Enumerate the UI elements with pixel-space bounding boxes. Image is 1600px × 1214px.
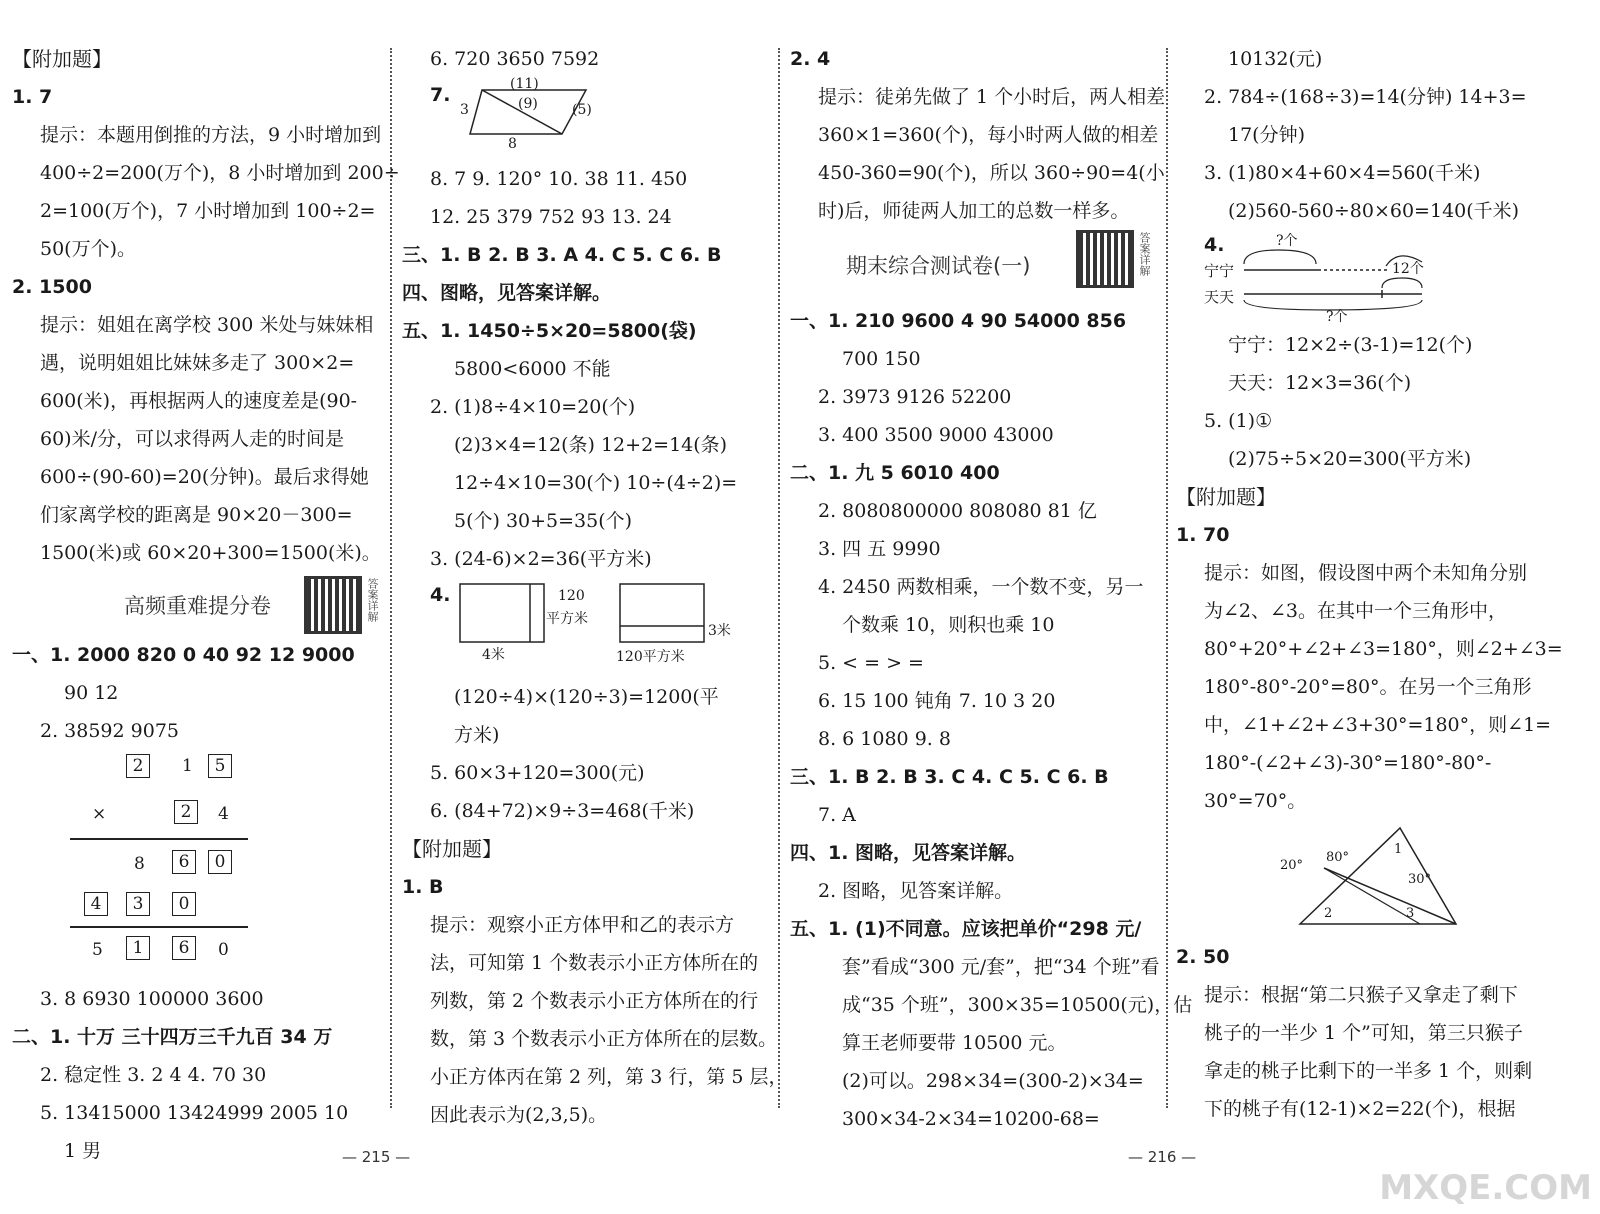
angle-label: 80° (1326, 850, 1350, 865)
hint-line: 列数，第 2 个数表示小正方体所在的行 (430, 990, 759, 1012)
answer-line: 个数乘 10，则积也乘 10 (842, 614, 1055, 636)
hint-line: 450-360=90(个)，所以 360÷90=4(小 (818, 162, 1165, 184)
hint-line: 数，第 3 个数表示小正方体所在的层数。 (430, 1028, 778, 1050)
digit: 1 (182, 756, 193, 776)
hint-line: 提示：根据“第二只猴子又拿走了剩下 (1204, 984, 1518, 1006)
answer-line: 2. 50 (1176, 946, 1230, 968)
digit-box: 0 (208, 850, 232, 874)
trapezoid-figure (402, 78, 774, 160)
answer-line: 5(个) 30+5=35(个) (454, 510, 633, 532)
hint-line: 下的桃子有(12-1)×2=22(个)，根据 (1204, 1098, 1516, 1120)
trapezoid-icon (466, 78, 616, 158)
qr-code-icon (304, 576, 362, 634)
answer-line: 宁宁：12×2÷(3-1)=12(个) (1228, 334, 1473, 356)
answer-line: 7. A (818, 804, 856, 826)
triangles-icon (1290, 824, 1470, 934)
angle-label: 20° (1280, 858, 1304, 873)
segment-lines-icon (1238, 230, 1458, 326)
answer-line: 二、1. 十万 三十四万三千九百 34 万 (12, 1026, 333, 1048)
answer-line: 2. 3973 9126 52200 (818, 386, 1012, 408)
rect-label: 120 (558, 588, 585, 604)
answer-line: (2)75÷5×20=300(平方米) (1228, 448, 1472, 470)
answer-line: 12. 25 379 752 93 13. 24 (430, 206, 672, 228)
answer-line: 2. 4 (790, 48, 831, 70)
hint-line: 遇，说明姐姐比妹妹多走了 300×2= (40, 352, 355, 374)
answer-line: 1. 7 (12, 86, 53, 108)
answer-line: 2. 稳定性 3. 2 4 4. 70 30 (40, 1064, 267, 1086)
hint-line: 1500(米)或 60×20+300=1500(米)。 (40, 542, 381, 564)
answer-line: (2)3×4=12(条) 12+2=14(条) (454, 434, 728, 456)
rectangle-figure (402, 578, 774, 678)
trap-label: (5) (572, 102, 592, 118)
answer-line: 6. 15 100 钝角 7. 10 3 20 (818, 690, 1056, 712)
answer-line: 6. 720 3650 7592 (430, 48, 600, 70)
section-title-row (12, 572, 384, 636)
hint-line: 60)米/分，可以求得两人走的时间是 (40, 428, 344, 450)
answer-line: 四、图略，见答案详解。 (402, 282, 612, 304)
hint-line: 30°=70°。 (1204, 790, 1307, 812)
answer-line: 成“35 个班”，300×35=10500(元)，估 (842, 994, 1193, 1016)
answer-line: 3. 400 3500 9000 43000 (818, 424, 1054, 446)
answer-line: 90 12 (64, 682, 119, 704)
hint-line: 为∠2、∠3。在其中一个三角形中， (1204, 600, 1508, 622)
hint-line: 提示：徒弟先做了 1 个小时后，两人相差 (818, 86, 1166, 108)
digit-box: 2 (174, 800, 198, 824)
hint-line: 因此表示为(2,3,5)。 (430, 1104, 608, 1126)
answer-line: 3. (1)80×4+60×4=560(千米) (1204, 162, 1481, 184)
digit-box: 0 (172, 892, 196, 916)
multiplication-figure (12, 750, 384, 980)
hint-line: 600(米)，再根据两人的速度差是(90- (40, 390, 358, 412)
rect-label: 3米 (708, 623, 731, 639)
digit: 0 (218, 940, 229, 960)
answer-line: 五、1. 1450÷5×20=5800(袋) (402, 320, 697, 342)
answer-line: 五、1. (1)不同意。应该把单价“298 元/ (790, 918, 1142, 940)
rect-label: 120平方米 (616, 649, 685, 665)
angle-label: 1 (1394, 842, 1403, 857)
answer-line: 四、1. 图略，见答案详解。 (790, 842, 1027, 864)
hint-line: 180°-(∠2+∠3)-30°=180°-80°- (1204, 752, 1492, 774)
answer-line: 12÷4×10=30(个) 10÷(4÷2)= (454, 472, 738, 494)
hint-line: 提示：姐姐在离学校 300 米处与妹妹相 (40, 314, 374, 336)
hint-line: 提示：如图，假设图中两个未知角分别 (1204, 562, 1528, 584)
answer-line: 2. 1500 (12, 276, 92, 298)
column-1 (12, 40, 400, 1170)
answer-line: 3. 8 6930 100000 3600 (40, 988, 264, 1010)
digit: 8 (134, 854, 145, 874)
answer-line: 2. (1)8÷4×10=20(个) (430, 396, 636, 418)
answer-line: 6. (84+72)×9÷3=468(千米) (430, 800, 695, 822)
answer-line: 5. 13415000 13424999 2005 10 (40, 1102, 349, 1124)
digit-box: 6 (172, 936, 196, 960)
question-number: 4. (430, 584, 451, 606)
hint-line: 80°+20°+∠2+∠3=180°，则∠2+∠3= (1204, 638, 1563, 660)
column-separator (778, 48, 780, 1108)
answer-line: 套”看成“300 元/套”，把“34 个班”看 (842, 956, 1160, 978)
answer-line: 5. 60×3+120=300(元) (430, 762, 645, 784)
answer-line: 1 男 (64, 1140, 102, 1162)
hint-line: 180°-80°-20°=80°。在另一个三角形 (1204, 676, 1532, 698)
digit-box: 4 (84, 892, 108, 916)
answer-line: 二、1. 九 5 6010 400 (790, 462, 1000, 484)
answer-line: 2. 图略，见答案详解。 (818, 880, 1014, 902)
hint-line: 2=100(万个)，7 小时增加到 100÷2= (40, 200, 376, 222)
hint-line: 小正方体丙在第 2 列，第 3 行，第 5 层， (430, 1066, 788, 1088)
segment-label: ?个 (1276, 233, 1298, 249)
hint-line: 时)后，师徒两人加工的总数一样多。 (818, 200, 1130, 222)
answer-line: 1. B (402, 876, 444, 898)
answer-line: 三、1. B 2. B 3. C 4. C 5. C 6. B (790, 766, 1109, 788)
hint-line: 们家离学校的距离是 90×20－300= (40, 504, 353, 526)
answer-line: 17(分钟) (1228, 124, 1306, 146)
question-number: 7. (430, 84, 451, 106)
column-4 (1176, 40, 1588, 1128)
segment-label: ?个 (1326, 309, 1348, 325)
page-number: — 216 — (1128, 1148, 1197, 1166)
answer-line: 5. (1)① (1204, 410, 1273, 432)
answer-line: 一、1. 2000 820 0 40 92 12 9000 (12, 644, 355, 666)
trap-label: 3 (460, 102, 469, 118)
digit-box: 1 (126, 936, 150, 960)
appendix-header: 【附加题】 (12, 47, 112, 71)
answer-line: 算王老师要带 10500 元。 (842, 1032, 1067, 1054)
digit: 4 (218, 804, 229, 824)
hint-line: 桃子的一半少 1 个”可知，第三只猴子 (1204, 1022, 1523, 1044)
answer-line: 10132(元) (1228, 48, 1323, 70)
answer-line: (2)560-560÷80×60=140(千米) (1228, 200, 1520, 222)
answer-line: 方米) (454, 724, 500, 746)
answer-line: 8. 6 1080 9. 8 (818, 728, 951, 750)
angle-label: 3 (1406, 906, 1415, 921)
column-separator (1166, 48, 1168, 1108)
rect-label: 4米 (482, 647, 505, 663)
segment-label: 宁宁 (1204, 262, 1235, 280)
qr-code-icon (1076, 230, 1134, 288)
rect-label: 平方米 (546, 611, 588, 627)
digit-box: 2 (126, 754, 150, 778)
rule-line (70, 838, 248, 840)
appendix-header: 【附加题】 (1176, 485, 1276, 509)
answer-line: 300×34-2×34=10200-68= (842, 1108, 1100, 1130)
appendix-header: 【附加题】 (402, 837, 502, 861)
answer-line: 3. 四 五 9990 (818, 538, 941, 560)
answer-line: (2)可以。298×34=(300-2)×34= (842, 1070, 1144, 1092)
angle-label: 30° (1408, 872, 1432, 887)
column-2 (402, 40, 788, 1134)
hint-line: 拿走的桃子比剩下的一半多 1 个，则剩 (1204, 1060, 1533, 1082)
answer-line: 5. < = > = (818, 652, 924, 674)
answer-line: 4. 2450 两数相乘，一个数不变，另一 (818, 576, 1144, 598)
section-title: 期末综合测试卷(一) (846, 254, 1031, 278)
segment-diagram (1176, 230, 1588, 326)
trap-label: (9) (518, 96, 538, 112)
qr-caption: 答案详解 (366, 578, 379, 622)
watermark-logo: MXQE.COM (1379, 1168, 1592, 1208)
triangle-figure (1176, 820, 1588, 938)
answer-line: 2. 784÷(168÷3)=14(分钟) 14+3= (1204, 86, 1527, 108)
rule-line (70, 926, 248, 928)
qr-caption: 答案详解 (1138, 232, 1151, 276)
answer-line: 三、1. B 2. B 3. A 4. C 5. C 6. B (402, 244, 722, 266)
digit-box: 3 (126, 892, 150, 916)
hint-line: 提示：本题用倒推的方法，9 小时增加到 (40, 124, 382, 146)
trap-label: 8 (508, 136, 517, 152)
hint-line: 400÷2=200(万个)，8 小时增加到 200÷ (40, 162, 400, 184)
hint-line: 600÷(90-60)=20(分钟)。最后求得她 (40, 466, 369, 488)
trap-label: (11) (510, 76, 539, 92)
answer-line: 2. 8080800000 808080 81 亿 (818, 500, 1097, 522)
column-3 (790, 40, 1193, 1138)
page-number: — 215 — (342, 1148, 411, 1166)
answer-line: 3. (24-6)×2=36(平方米) (430, 548, 652, 570)
digit-box: 5 (208, 754, 232, 778)
answer-line: 5800<6000 不能 (454, 358, 611, 380)
answer-line: 一、1. 210 9600 4 90 54000 856 (790, 310, 1127, 332)
digit: 5 (92, 940, 103, 960)
hint-line: 50(万个)。 (40, 238, 137, 260)
angle-label: 2 (1324, 906, 1333, 921)
digit-box: 6 (172, 850, 196, 874)
hint-line: 法，可知第 1 个数表示小正方体所在的 (430, 952, 759, 974)
answer-line: 8. 7 9. 120° 10. 38 11. 450 (430, 168, 688, 190)
answer-line: 700 150 (842, 348, 921, 370)
answer-line: 2. 38592 9075 (40, 720, 180, 742)
answer-line: 1. 70 (1176, 524, 1230, 546)
answer-line: (120÷4)×(120÷3)=1200(平 (454, 686, 719, 708)
section-title-row (790, 230, 1162, 302)
hint-line: 360×1=360(个)，每小时两人做的相差 (818, 124, 1159, 146)
section-title: 高频重难提分卷 (124, 594, 271, 618)
question-number: 4. (1204, 234, 1225, 256)
segment-label: 天天 (1204, 288, 1235, 306)
column-separator (390, 48, 392, 1108)
hint-line: 中，∠1+∠2+∠3+30°=180°，则∠1= (1204, 714, 1552, 736)
answer-line: 天天：12×3=36(个) (1228, 372, 1412, 394)
multiply-sign: × (92, 804, 107, 824)
hint-line: 提示：观察小正方体甲和乙的表示方 (430, 914, 735, 936)
segment-label: 12个 (1392, 261, 1424, 277)
